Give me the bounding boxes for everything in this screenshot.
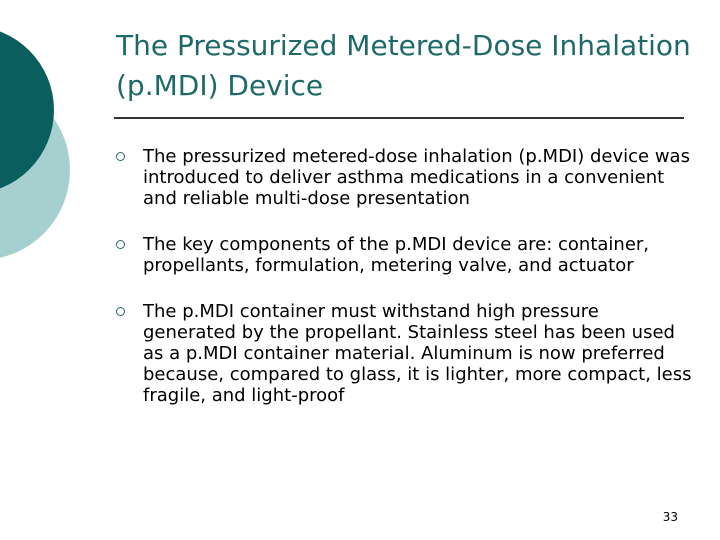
bullet-text: The key components of the p.MDI device are: container, propellants, formulation, metering valve, and actuator (143, 234, 650, 276)
bullet-text: The p.MDI container must withstand high pressure generated by the propellant. Stainless steel has been used as a p.MDI container material. Aluminum is now preferred because, compared to glass, it is lighter, more compact, less fragile, and light-proof (143, 301, 692, 406)
bullet-circle-icon (116, 152, 125, 161)
bullet-list (112, 146, 692, 431)
bullet-text: The pressurized metered-dose inhalation (p.MDI) device was introduced to deliver asthma medications in a convenient and reliable multi-dose presentation (143, 146, 690, 209)
bullet-item (112, 146, 692, 209)
bullet-item (112, 301, 692, 406)
page-number: 33 (662, 510, 678, 524)
slide-title: The Pressurized Metered-Dose Inhalation (p.MDI) Device (116, 29, 691, 102)
bullet-item (112, 234, 692, 276)
decorative-circles (0, 0, 110, 300)
bullet-circle-icon (116, 307, 125, 316)
bullet-circle-icon (116, 240, 125, 249)
title-divider (114, 117, 684, 119)
